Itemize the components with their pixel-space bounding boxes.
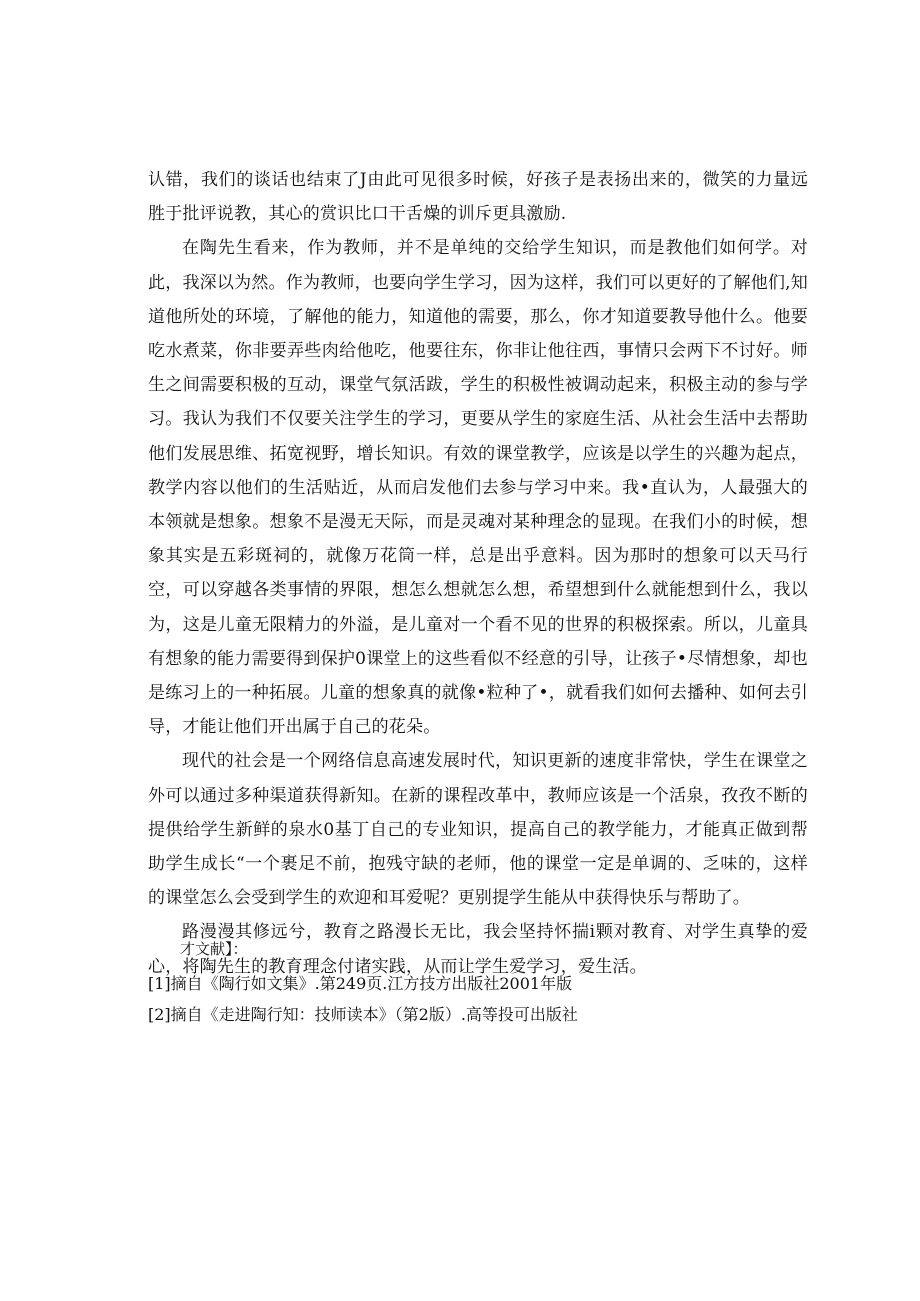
references-section <box>148 934 808 1030</box>
paragraph-4: 路漫漫其修远兮，教育之路漫长无比，我会坚持怀揣i颗对教育、对学生真挚的爱心，将陶先生的教育理念付诸实践，从而让学生爱学习，爱生活。 <box>148 922 808 977</box>
reference-item-2: [2]摘自《走进陶行知：技师读本》（第2版）.高等投可出版社 <box>148 1005 578 1024</box>
body-text <box>148 163 808 984</box>
paragraph-3: 现代的社会是一个网络信息高速发展时代，知识更新的速度非常快，学生在课堂之外可以通过多种渠道获得新知。在新的课程改革中，教师应该是一个活泉，孜孜不断的提供给学生新鲜的泉水0基丁自己的专业知识，提高自己的教学能力，才能真正做到帮助学生成长“一个裹足不前，抱残守缺的老师，他的课堂一定是单调的、乏味的，这样的课堂怎么会受到学生的欢迎和耳爱呢？更别提学生能从中获得快乐与帮助了。 <box>148 751 808 909</box>
paragraph-1: 认错，我们的谈话也结束了J由此可见很多时候，好孩子是表扬出来的，微笑的力量远胜于批评说教，其心的赏识比口干舌燥的训斥更具激励. <box>148 170 808 225</box>
paragraph-2: 在陶先生看来，作为教师，并不是单纯的交给学生知识，而是教他们如何学。对此，我深以为然。作为教师，也要向学生学习，因为这样，我们可以更好的了解他们,知道他所处的环境，了解他的能力，知道他的需要，那么，你才知道要教导他什么。他要吃水煮菜，你非要弄些肉给他吃，他要往东，你非让他往西，事情只会两下不讨好。师生之间需要积极的互动，课堂气氛活跋，学生的积极性被调动起来，积极主动的参与学习。我认为我们不仅要关注学生的学习，更要从学生的家庭生活、从社会生活中去帮助他们发展思维、拓宽视野，增长知识。有效的课堂教学，应该是以学生的兴趣为起点，教学内容以他们的生活贴近，从而启发他们去参与学习中来。我•直认为，人最强大的本领就是想象。想象不是漫无天际，而是灵魂对某种理念的显现。在我们小的时候，想象其实是五彩斑祠的，就像万花筒一样，总是出乎意料。因为那时的想象可以天马行空，可以穿越各类事情的界限，想怎么想就怎么想，希望想到什么就能想到什么，我以为，这是儿童无限精力的外溢，是儿童对一个看不见的世界的积极探索。所以，儿童具有想象的能力需要得到保护0课堂上的这些看似不经意的引导，让孩子•尽情想象，却也是练习上的一种拓展。儿童的想象真的就像•粒种了•，就看我们如何去播种、如何去引导，才能让他们开出属于自己的花朵。 <box>148 238 808 738</box>
references-list <box>148 968 808 1030</box>
reference-item-1: [1]摘自《陶行如文集》.第249页.江方技方出版社2001年版 <box>148 974 573 993</box>
references-heading: 才文献】： <box>180 940 248 958</box>
